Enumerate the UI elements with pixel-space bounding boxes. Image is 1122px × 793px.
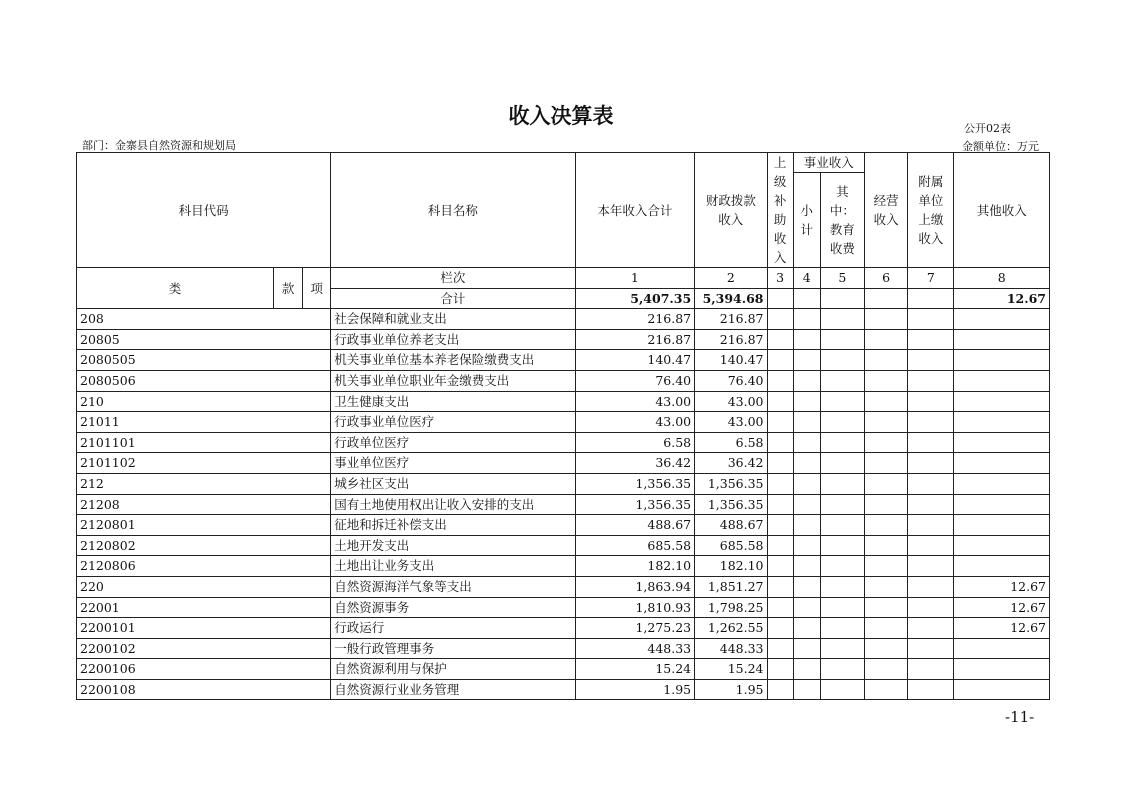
- column-no: 4: [793, 268, 820, 289]
- row-fiscal: 6.58: [695, 432, 767, 453]
- row-name: 国有土地使用权出让收入安排的支出: [331, 494, 575, 515]
- row-total: 1,863.94: [575, 576, 695, 597]
- table-row: [77, 350, 1050, 371]
- row-other: [954, 309, 1050, 330]
- header-other: 其他收入: [954, 153, 1050, 268]
- row-code: 2200101: [77, 618, 331, 639]
- row-name: 社会保障和就业支出: [331, 309, 575, 330]
- row-fiscal: 1.95: [695, 679, 767, 700]
- total-fiscal: 5,394.68: [695, 288, 767, 309]
- row-other: [954, 679, 1050, 700]
- table-row: [77, 494, 1050, 515]
- row-total: 216.87: [575, 329, 695, 350]
- row-other: 12.67: [954, 597, 1050, 618]
- row-name: 自然资源事务: [331, 597, 575, 618]
- column-no: 1: [575, 268, 695, 289]
- row-other: [954, 432, 1050, 453]
- row-other: [954, 638, 1050, 659]
- row-code: 2200108: [77, 679, 331, 700]
- row-fiscal: 36.42: [695, 453, 767, 474]
- header-total: 本年收入合计: [575, 153, 695, 268]
- row-other: 12.67: [954, 618, 1050, 639]
- row-other: [954, 556, 1050, 577]
- header-class: 类: [77, 268, 274, 309]
- form-number: 公开02表: [964, 122, 1011, 135]
- row-other: [954, 329, 1050, 350]
- row-code: 208: [77, 309, 331, 330]
- row-fiscal: 1,356.35: [695, 473, 767, 494]
- row-fiscal: 1,798.25: [695, 597, 767, 618]
- row-fiscal: 488.67: [695, 515, 767, 536]
- row-total: 1,275.23: [575, 618, 695, 639]
- row-code: 2200102: [77, 638, 331, 659]
- income-final-accounts-table: [76, 152, 1050, 700]
- row-fiscal: 216.87: [695, 329, 767, 350]
- department-label: 部门：金寨县自然资源和规划局: [82, 139, 236, 152]
- table-row: [77, 329, 1050, 350]
- header-business-group: 事业收入: [793, 153, 864, 173]
- row-fiscal: 140.47: [695, 350, 767, 371]
- row-total: 182.10: [575, 556, 695, 577]
- header-subtotal: 小计: [793, 173, 820, 268]
- header-affiliated: 附属单位上缴收入: [908, 153, 954, 268]
- row-other: [954, 494, 1050, 515]
- row-other: [954, 391, 1050, 412]
- row-name: 征地和拆迁补偿支出: [331, 515, 575, 536]
- header-item: 项: [303, 268, 331, 309]
- row-total: 685.58: [575, 535, 695, 556]
- column-no: 7: [908, 268, 954, 289]
- row-other: [954, 473, 1050, 494]
- row-name: 卫生健康支出: [331, 391, 575, 412]
- total-other: 12.67: [954, 288, 1050, 309]
- row-fiscal: 43.00: [695, 391, 767, 412]
- column-no: 6: [864, 268, 907, 289]
- header-code: 科目代码: [77, 153, 331, 268]
- table-row: [77, 473, 1050, 494]
- row-total: 1,810.93: [575, 597, 695, 618]
- row-name: 行政单位医疗: [331, 432, 575, 453]
- row-name: 事业单位医疗: [331, 453, 575, 474]
- table-body: [77, 309, 1050, 700]
- row-name: 机关事业单位职业年金缴费支出: [331, 370, 575, 391]
- column-no: 8: [954, 268, 1050, 289]
- row-total: 15.24: [575, 659, 695, 680]
- row-name: 机关事业单位基本养老保险缴费支出: [331, 350, 575, 371]
- row-other: [954, 350, 1050, 371]
- row-total: 1,356.35: [575, 473, 695, 494]
- row-code: 2200106: [77, 659, 331, 680]
- header-superior: 上级补助收入: [767, 153, 793, 268]
- table-row: [77, 370, 1050, 391]
- table-row: [77, 618, 1050, 639]
- row-total: 488.67: [575, 515, 695, 536]
- row-total: 216.87: [575, 309, 695, 330]
- row-other: [954, 535, 1050, 556]
- row-fiscal: 1,851.27: [695, 576, 767, 597]
- total-amount: 5,407.35: [575, 288, 695, 309]
- row-total: 6.58: [575, 432, 695, 453]
- row-code: 2120801: [77, 515, 331, 536]
- row-name: 自然资源行业业务管理: [331, 679, 575, 700]
- column-no: 5: [820, 268, 864, 289]
- header-education: 其中：教育收费: [820, 173, 864, 268]
- row-code: 2080505: [77, 350, 331, 371]
- row-name: 行政运行: [331, 618, 575, 639]
- row-code: 2120802: [77, 535, 331, 556]
- row-total: 448.33: [575, 638, 695, 659]
- column-number-row: [77, 268, 1050, 289]
- row-name: 城乡社区支出: [331, 473, 575, 494]
- row-other: 12.67: [954, 576, 1050, 597]
- row-total: 76.40: [575, 370, 695, 391]
- row-other: [954, 412, 1050, 433]
- row-code: 2101101: [77, 432, 331, 453]
- table-row: [77, 453, 1050, 474]
- header-section: 款: [274, 268, 303, 309]
- row-name: 土地开发支出: [331, 535, 575, 556]
- table-row: [77, 432, 1050, 453]
- table-row: [77, 412, 1050, 433]
- column-no: 2: [695, 268, 767, 289]
- row-name: 一般行政管理事务: [331, 638, 575, 659]
- row-other: [954, 515, 1050, 536]
- table-row: [77, 556, 1050, 577]
- row-total: 140.47: [575, 350, 695, 371]
- header-name: 科目名称: [331, 153, 575, 268]
- page-number: -11-: [1005, 708, 1035, 726]
- header-operating: 经营收入: [864, 153, 907, 268]
- table-row: [77, 597, 1050, 618]
- row-total: 1.95: [575, 679, 695, 700]
- row-code: 2120806: [77, 556, 331, 577]
- row-fiscal: 448.33: [695, 638, 767, 659]
- row-name: 行政事业单位医疗: [331, 412, 575, 433]
- row-other: [954, 659, 1050, 680]
- row-total: 43.00: [575, 391, 695, 412]
- row-total: 43.00: [575, 412, 695, 433]
- row-fiscal: 685.58: [695, 535, 767, 556]
- row-fiscal: 43.00: [695, 412, 767, 433]
- row-code: 21011: [77, 412, 331, 433]
- row-fiscal: 76.40: [695, 370, 767, 391]
- row-code: 21208: [77, 494, 331, 515]
- table-row: [77, 535, 1050, 556]
- table-row: [77, 659, 1050, 680]
- page-title: 收入决算表: [508, 104, 614, 128]
- table-row: [77, 638, 1050, 659]
- row-name: 自然资源利用与保护: [331, 659, 575, 680]
- row-fiscal: 182.10: [695, 556, 767, 577]
- column-no: 3: [767, 268, 793, 289]
- row-total: 1,356.35: [575, 494, 695, 515]
- table-row: [77, 515, 1050, 536]
- header-fiscal: 财政拨款收入: [695, 153, 767, 268]
- row-other: [954, 370, 1050, 391]
- row-name: 自然资源海洋气象等支出: [331, 576, 575, 597]
- row-name: 行政事业单位养老支出: [331, 329, 575, 350]
- total-label: 合计: [331, 288, 575, 309]
- row-code: 22001: [77, 597, 331, 618]
- row-fiscal: 1,262.55: [695, 618, 767, 639]
- row-fiscal: 216.87: [695, 309, 767, 330]
- column-no-label: 栏次: [331, 268, 575, 289]
- table-row: [77, 309, 1050, 330]
- row-code: 2101102: [77, 453, 331, 474]
- row-fiscal: 1,356.35: [695, 494, 767, 515]
- header-row-1: [77, 153, 1050, 173]
- row-code: 212: [77, 473, 331, 494]
- row-code: 20805: [77, 329, 331, 350]
- table-row: [77, 576, 1050, 597]
- table-row: [77, 679, 1050, 700]
- row-name: 土地出让业务支出: [331, 556, 575, 577]
- row-code: 2080506: [77, 370, 331, 391]
- row-other: [954, 453, 1050, 474]
- row-fiscal: 15.24: [695, 659, 767, 680]
- row-total: 36.42: [575, 453, 695, 474]
- currency-unit-label: 金额单位：万元: [962, 140, 1039, 153]
- table-row: [77, 391, 1050, 412]
- row-code: 210: [77, 391, 331, 412]
- row-code: 220: [77, 576, 331, 597]
